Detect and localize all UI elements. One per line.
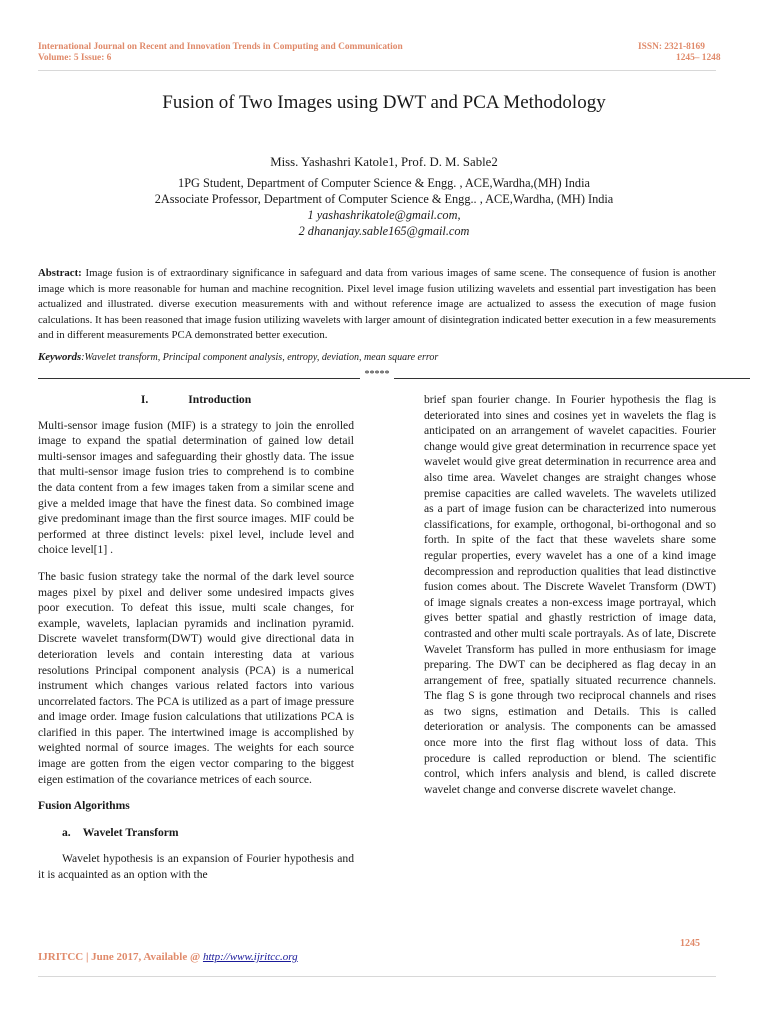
separator-stars: ***** xyxy=(364,369,390,380)
footer-label: IJRITCC | June 2017, Available @ xyxy=(38,951,203,963)
fusion-algorithms-heading: Fusion Algorithms xyxy=(38,799,130,813)
wavelet-paragraph-start: Wavelet hypothesis is an expansion of Fourier hypothesis and it is acquainted as an option with the xyxy=(38,852,354,882)
footer-text xyxy=(38,951,298,963)
section-number: I. xyxy=(140,393,149,406)
email-2: 2 dhananjay.sable165@gmail.com xyxy=(298,224,470,238)
abstract-label: Abstract: xyxy=(38,267,82,279)
journal-link[interactable]: http://www.ijritcc.org xyxy=(202,951,298,963)
affiliation-1: 1PG Student, Department of Computer Science & Engg. , ACE,Wardha,(MH) India xyxy=(178,176,590,190)
affiliation-2: 2Associate Professor, Department of Computer Science & Engg.. , ACE,Wardha, (MH) India xyxy=(154,192,614,206)
subsection-heading xyxy=(38,825,354,841)
abstract xyxy=(38,266,716,344)
author-names: Miss. Yashashri Katole1, Prof. D. M. Sable2 xyxy=(270,155,498,169)
email-1: 1 yashashrikatole@gmail.com, xyxy=(307,208,461,222)
volume-issue: Volume: 5 Issue: 6 xyxy=(38,53,112,63)
footer-rule xyxy=(38,976,716,977)
intro-paragraph-2: The basic fusion strategy take the normal of the dark level source mages pixel by pixel and deliver some undesired impacts gives poor execution. To defeat this issue, multi scale changes, for example, wavelets, laplacian pyramids and inclination pyramid. Discrete wavelet transform(DWT) would give directional data in deterioration levels and contain interesting data at various resolutions Principal component analysis (PCA) is a numerical instrument which changes various related factors into various uncorrelated factors. The PCA is utilized as a part of image pressure and image order. Image fusion calculations that utilizations PCA is clarified in this paper. The intertwined image is accomplished by weighted normal of source images. The weights for each source image are gotten from the eigen vector comparing to the biggest eigen estimation of the covariance metrices of each source. xyxy=(38,569,354,786)
separator-line-right xyxy=(394,378,750,379)
section-title: Introduction xyxy=(188,393,252,406)
left-column xyxy=(38,392,354,894)
issn: ISSN: 2321-8169 xyxy=(638,42,705,52)
paper-title: Fusion of Two Images using DWT and PCA Methodology xyxy=(162,92,606,113)
page-number: 1245 xyxy=(680,938,700,949)
keywords-label: Keywords xyxy=(38,351,82,363)
subsection-number: a. xyxy=(62,825,71,839)
page-range: 1245– 1248 xyxy=(676,53,721,63)
keywords xyxy=(38,351,438,363)
journal-name: International Journal on Recent and Innovation Trends in Computing and Communication xyxy=(38,42,403,52)
header-rule xyxy=(38,70,716,71)
subsection-title: Wavelet Transform xyxy=(82,825,179,839)
right-column xyxy=(424,392,716,808)
intro-paragraph-1: Multi-sensor image fusion (MIF) is a strategy to join the enrolled image to expand the spatial determination of gained low detail multi-sensor images and safeguarding their ghostly data. The issue that multi-sensor image fusion tries to comprehend is to combine the data content from a few images taken from a similar scene and give a melded image that have the finest data. So combined image give predominant image than the first source images. MIF could be performed at three distinct levels: pixel level, include level and choice level[1] . xyxy=(38,418,354,557)
wavelet-paragraph-continued: brief span fourier change. In Fourier hypothesis the flag is deteriorated into sines and cosines yet in wavelets the flag is anticipated on an arrangement of wavelet capacities. Fourier change would give great determination in recurrence space yet wavelet would give great determination in recurrence area and also time area. Wavelet changes are straight changes whose premise capacities are called wavelets. The wavelets utilized as a part of image fusion can be characterized into numerous classifications, for example, orthogonal, bi-orthogonal and so forth. In spite of the fact that these wavelets share some regular properties, every wavelet has a one of a kind image decompression and reproduction qualities that lead distinctive fusion comes about. The Discrete Wavelet Transform (DWT) of image signals creates a non-excess image portrayal, which gives better spatial and ghastly restriction of image data, contrasted and other multi scale portrayals. As of late, Discrete Wavelet Transform has pulled in more enthusiasm for image preparing. The DWT can be deciphered as flag decay in an arrangement of free, spatially situated recurrence channels. The flag S is gone through two reciprocal channels and rises as two signs, estimation and Details. This is called deterioration or analysis. The components can be amassed once more into the first flag without loss of data. This procedure is called reproduction or blend. The scientific control, which infers analysis and blend, is called discrete wavelet change and converse discrete wavelet change. xyxy=(424,393,716,796)
separator-line-left xyxy=(38,378,360,379)
keywords-text: :Wavelet transform, Principal component analysis, entropy, deviation, mean square error xyxy=(81,352,439,363)
abstract-text: Image fusion is of extraordinary significance in safeguard and data from various images of same scene. The consequence of fusion is another image which is more reasonable for human and machine recognition. Pixel level image fusion utilizing wavelets and essential part investigation has been actualized and illustrated. diverse execution measurements with and without reference image are actualized to assess the execution of mage fusion calculations. It has been reasoned that image fusion utilizing wavelets with larger amount of disintegration indicated better execution in a few measurements and in different measurements PCA demonstrated better execution. xyxy=(38,267,716,341)
section-heading xyxy=(38,392,354,408)
abstract-separator xyxy=(38,369,716,381)
